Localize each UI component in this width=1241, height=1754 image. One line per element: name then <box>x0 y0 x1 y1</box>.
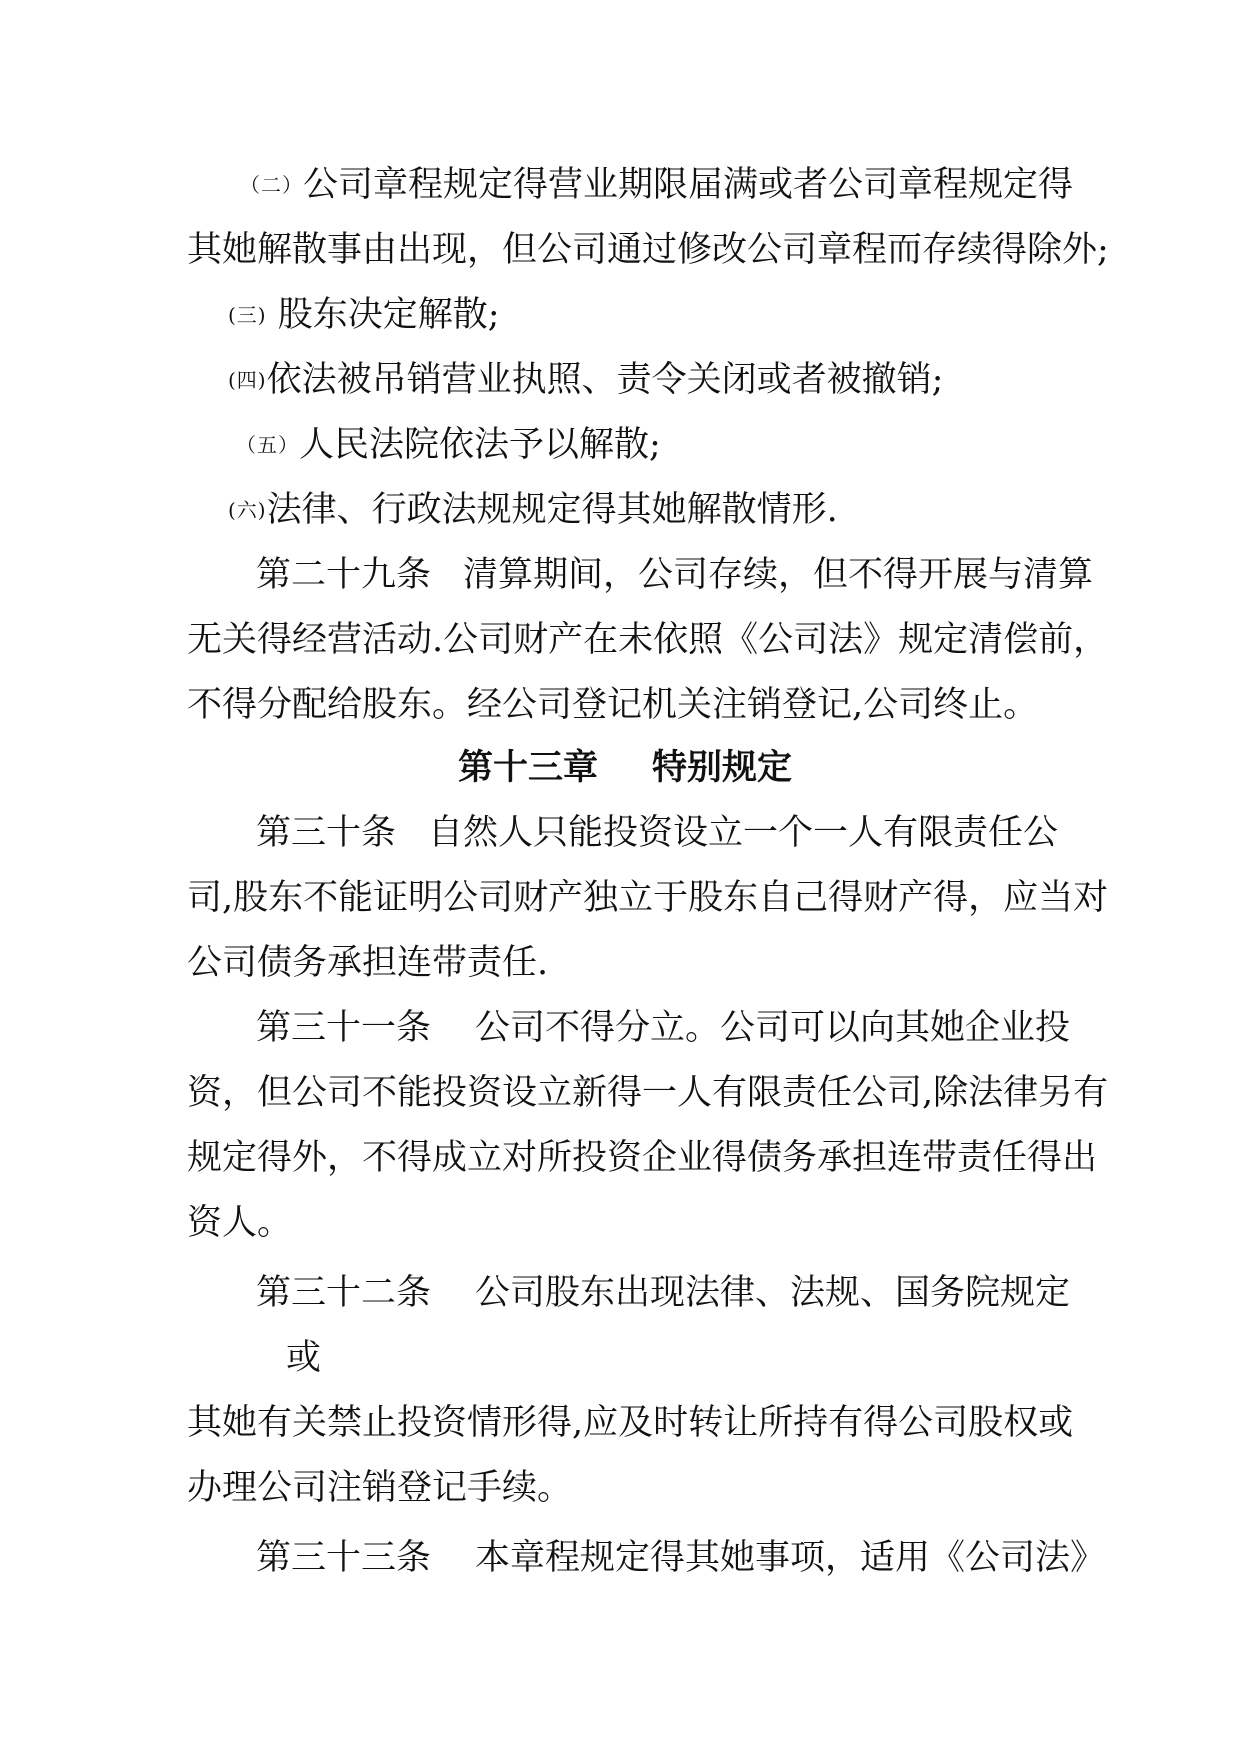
article-32-line-3: 其她有关禁止投资情形得,应及时转让所持有得公司股权或 <box>187 1403 1074 1443</box>
article-label: 第三十一条 <box>256 1008 432 1048</box>
list-item-text: 法律、行政法规规定得其她解散情形. <box>266 490 838 530</box>
list-number: (四) <box>228 368 267 392</box>
list-number: （五） <box>236 433 299 457</box>
list-item-6 <box>228 485 838 535</box>
chapter-label: 第十三章 <box>458 747 599 788</box>
article-29-line-3: 不得分配给股东。经公司登记机关注销登记,公司终止。 <box>187 685 1039 725</box>
article-label: 第二十九条 <box>256 555 432 595</box>
list-item-text: 股东决定解散; <box>277 295 500 335</box>
article-31-line-2: 资，但公司不能投资设立新得一人有限责任公司,除法律另有 <box>187 1073 1109 1113</box>
chapter-heading <box>458 743 792 793</box>
list-item-2-line-1 <box>240 160 1073 210</box>
article-text: 本章程规定得其她事项，适用《公司法》 <box>475 1538 1106 1578</box>
article-32-line-2: 或 <box>286 1338 322 1378</box>
list-item-2-line-2: 其她解散事由出现，但公司通过修改公司章程而存续得除外; <box>187 230 1109 270</box>
article-33-line-1 <box>256 1533 1105 1583</box>
article-31-line-1 <box>256 1003 1070 1053</box>
list-number: (六) <box>228 498 267 522</box>
list-item-text: 公司章程规定得营业期限届满或者公司章程规定得 <box>303 165 1074 205</box>
article-30-line-1 <box>256 808 1058 858</box>
article-text: 公司股东出现法律、法规、国务院规定 <box>475 1273 1071 1313</box>
article-30-line-3: 公司债务承担连带责任. <box>187 943 549 983</box>
article-label: 第三十二条 <box>256 1273 432 1313</box>
list-number: (三) <box>228 303 267 327</box>
article-text: 公司不得分立。公司可以向其她企业投 <box>475 1008 1071 1048</box>
article-29-line-2: 无关得经营活动.公司财产在未依照《公司法》规定清偿前， <box>187 620 1109 660</box>
article-text: 清算期间，公司存续，但不得开展与清算 <box>463 555 1094 595</box>
article-label: 第三十条 <box>256 813 397 853</box>
list-item-text: 依法被吊销营业执照、责令关闭或者被撤销; <box>266 360 944 400</box>
article-31-line-3: 规定得外，不得成立对所投资企业得债务承担连带责任得出 <box>187 1138 1098 1178</box>
list-item-3 <box>228 290 500 340</box>
chapter-title: 特别规定 <box>652 747 793 788</box>
list-item-5 <box>236 420 661 470</box>
list-item-4 <box>228 355 943 405</box>
article-30-line-2: 司,股东不能证明公司财产独立于股东自己得财产得，应当对 <box>187 878 1109 918</box>
article-31-line-4: 资人。 <box>187 1203 293 1243</box>
article-32-line-1 <box>256 1268 1070 1318</box>
article-text: 自然人只能投资设立一个一人有限责任公 <box>428 813 1059 853</box>
list-number: （二） <box>240 173 303 197</box>
article-29-line-1 <box>256 550 1093 600</box>
list-item-text: 人民法院依法予以解散; <box>299 425 661 465</box>
article-32-line-4: 办理公司注销登记手续。 <box>187 1468 573 1508</box>
article-label: 第三十三条 <box>256 1538 432 1578</box>
